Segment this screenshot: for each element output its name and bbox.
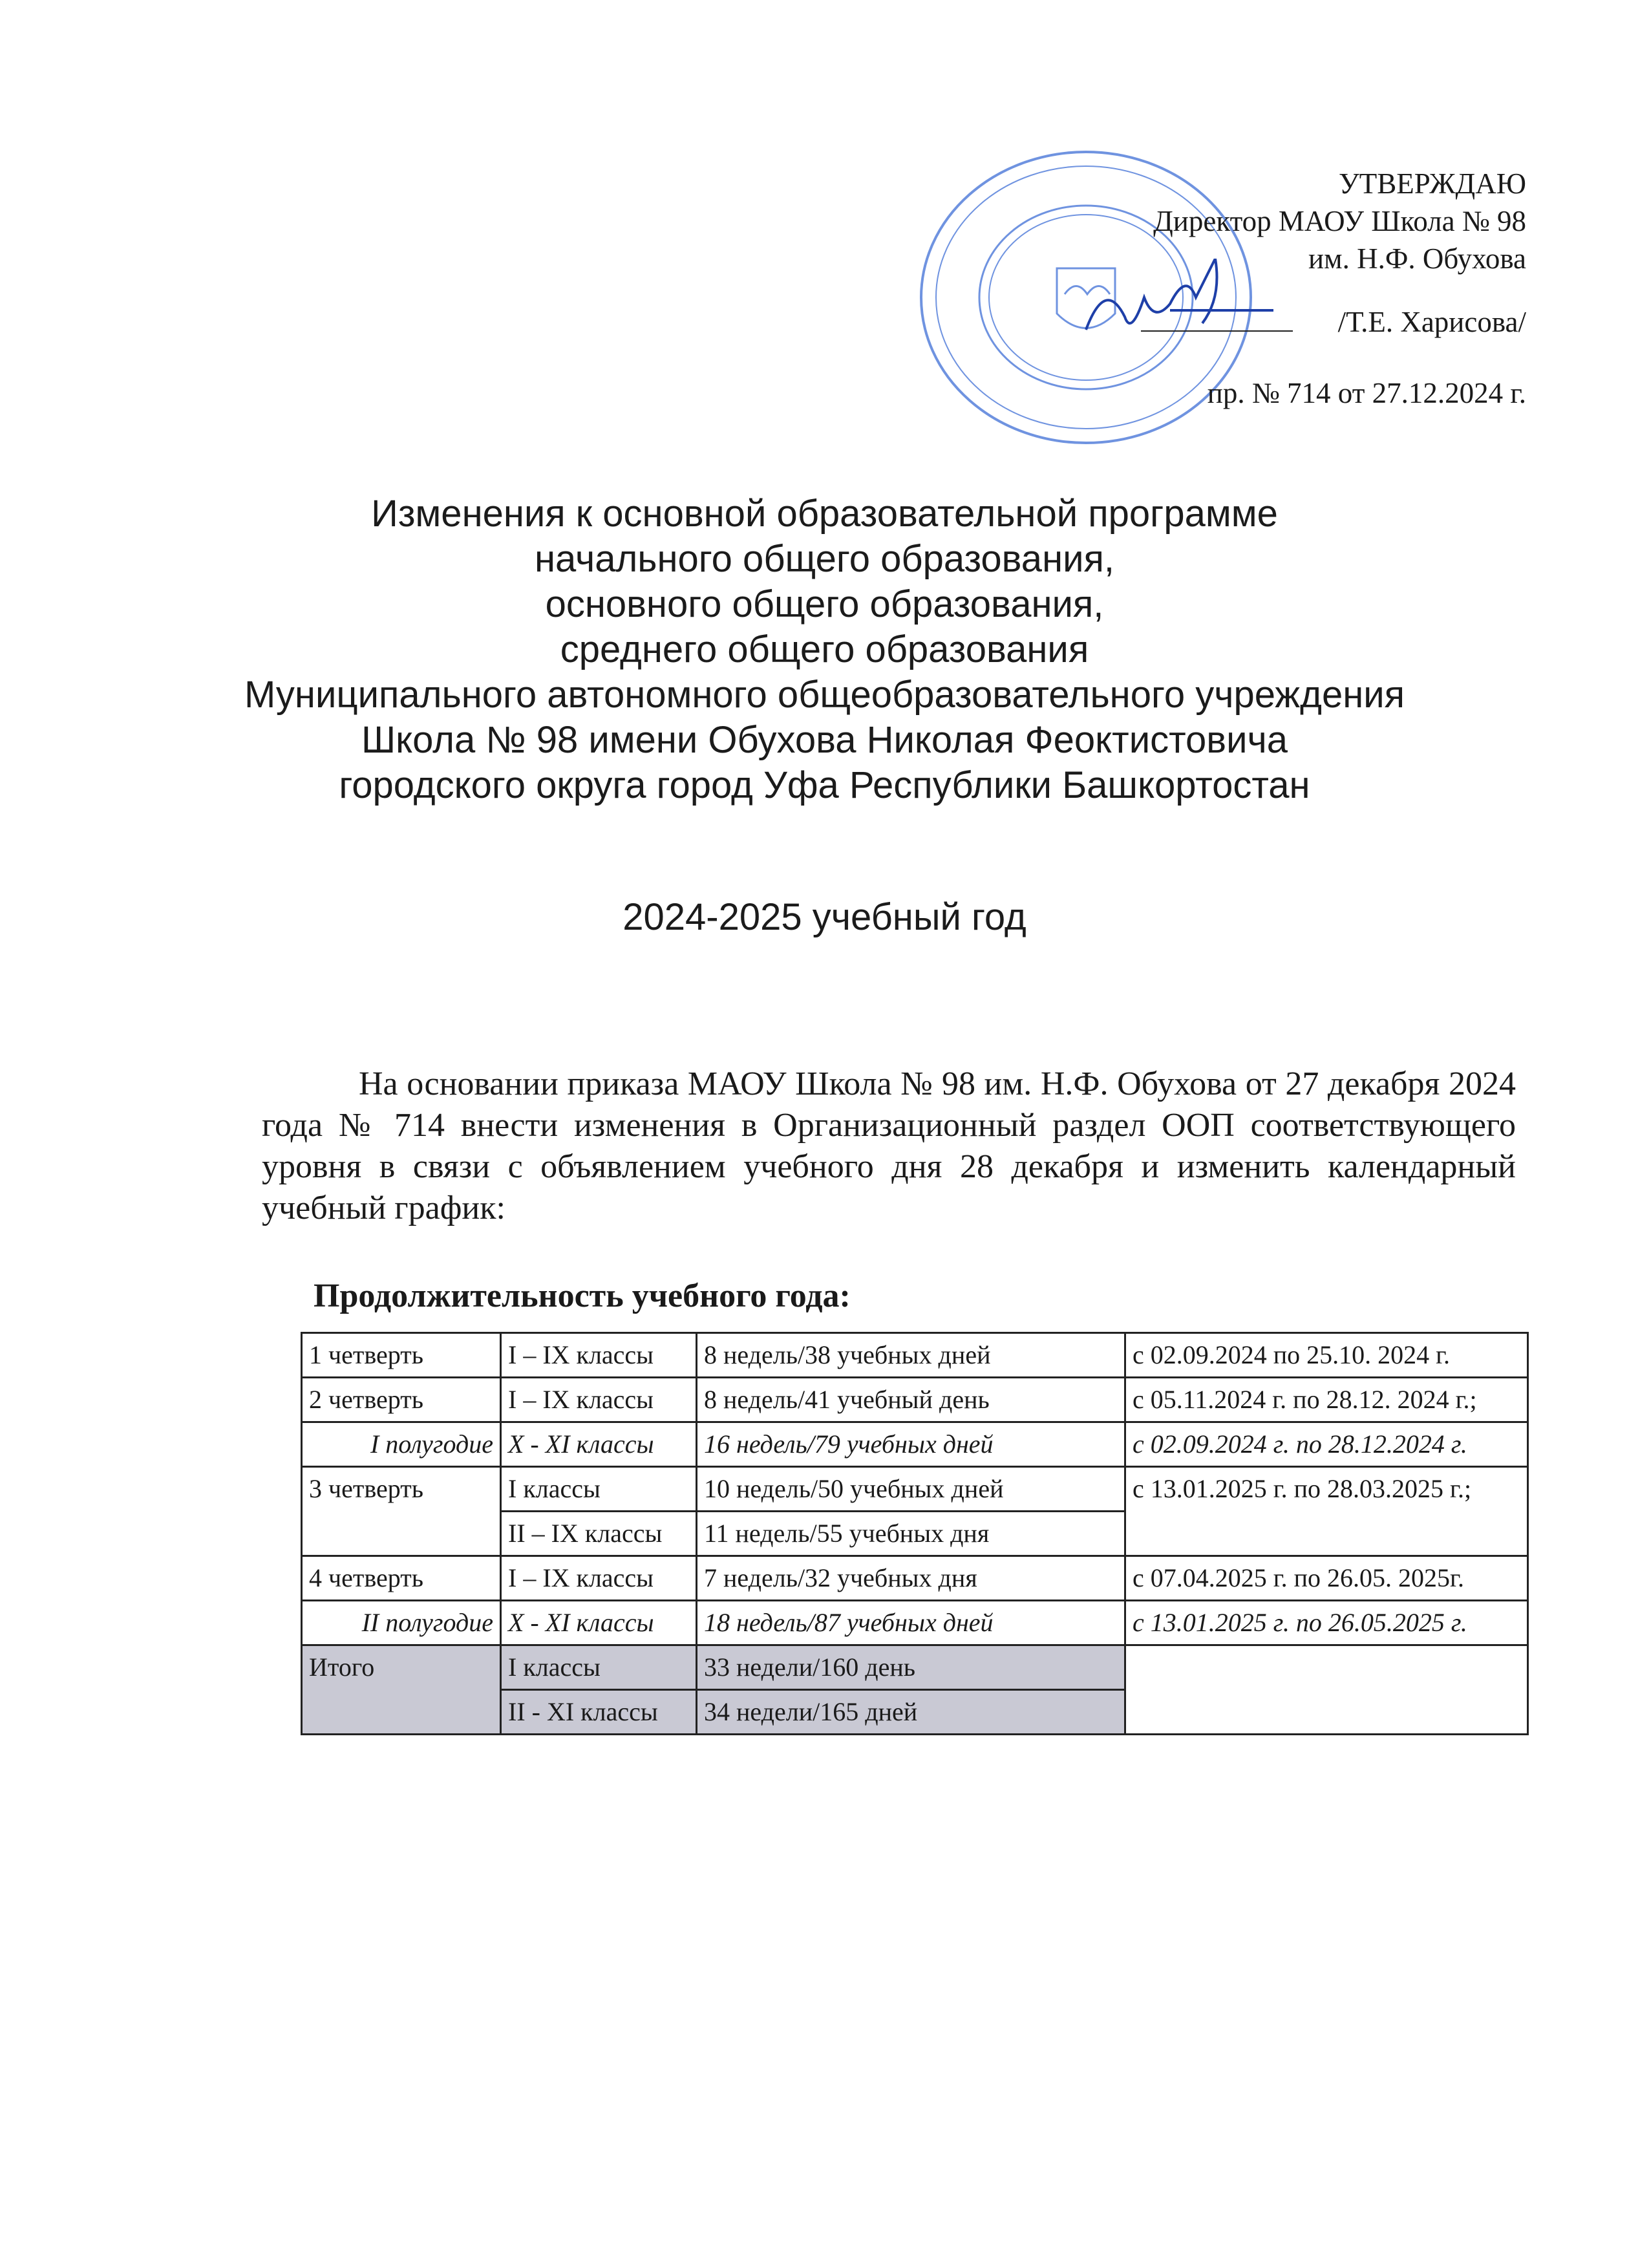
duration-cell: 16 недель/79 учебных дней	[697, 1422, 1125, 1467]
classes-cell: II – IX классы	[501, 1512, 697, 1556]
table-row	[302, 1556, 1528, 1601]
classes-cell: II - XI классы	[501, 1690, 697, 1735]
dates-cell: с 13.01.2025 г. по 26.05.2025 г.	[1125, 1601, 1528, 1645]
title-line: начального общего образования,	[534, 538, 1115, 580]
dates-cell	[1125, 1645, 1528, 1735]
duration-cell: 33 недели/160 день	[697, 1645, 1125, 1690]
title-line: Муниципального автономного общеобразовательного учреждения	[244, 674, 1405, 716]
dates-cell: с 05.11.2024 г. по 28.12. 2024 г.;	[1125, 1378, 1528, 1422]
document-title	[0, 491, 1649, 808]
dates-cell: с 02.09.2024 г. по 28.12.2024 г.	[1125, 1422, 1528, 1467]
academic-year: 2024-2025 учебный год	[622, 896, 1027, 938]
title-line: городского округа город Уфа Республики Башкортостан	[339, 764, 1310, 806]
duration-cell: 11 недель/55 учебных дня	[697, 1512, 1125, 1556]
period-cell: I полугодие	[302, 1422, 501, 1467]
duration-cell: 10 недель/50 учебных дней	[697, 1467, 1125, 1512]
classes-cell: X - XI классы	[501, 1601, 697, 1645]
dates-cell: с 02.09.2024 по 25.10. 2024 г.	[1125, 1333, 1528, 1378]
classes-cell: I – IX классы	[501, 1333, 697, 1378]
duration-cell: 7 недель/32 учебных дня	[697, 1556, 1125, 1601]
table-row	[302, 1601, 1528, 1645]
table-row	[302, 1467, 1528, 1512]
classes-cell: I классы	[501, 1467, 697, 1512]
title-line: Школа № 98 имени Обухова Николая Феоктистовича	[361, 719, 1288, 761]
title-line: среднего общего образования	[560, 628, 1089, 670]
table-row	[302, 1378, 1528, 1422]
duration-cell: 8 недель/38 учебных дней	[697, 1333, 1125, 1378]
table-row	[302, 1422, 1528, 1467]
approval-school-name: им. Н.Ф. Обухова	[1308, 242, 1526, 275]
duration-cell: 34 недели/165 дней	[697, 1690, 1125, 1735]
dates-cell: с 07.04.2025 г. по 26.05. 2025г.	[1125, 1556, 1528, 1601]
approval-heading: УТВЕРЖДАЮ	[1338, 167, 1526, 200]
duration-cell: 18 недель/87 учебных дней	[697, 1601, 1125, 1645]
period-cell: II полугодие	[302, 1601, 501, 1645]
period-cell: 4 четверть	[302, 1556, 501, 1601]
title-line: Изменения к основной образовательной программе	[371, 493, 1278, 535]
duration-cell: 8 недель/41 учебный день	[697, 1378, 1125, 1422]
period-cell: 3 четверть	[302, 1467, 501, 1556]
classes-cell: X - XI классы	[501, 1422, 697, 1467]
approval-signatory: /Т.Е. Харисова/	[1337, 306, 1526, 338]
table-row	[302, 1333, 1528, 1378]
signature-line	[1141, 311, 1293, 332]
title-line: основного общего образования,	[545, 583, 1104, 625]
approval-position: Директор МАОУ Школа № 98	[1153, 205, 1526, 237]
period-cell: 2 четверть	[302, 1378, 501, 1422]
section-heading: Продолжительность учебного года:	[314, 1278, 851, 1314]
schedule-table	[301, 1332, 1529, 1735]
dates-cell: с 13.01.2025 г. по 28.03.2025 г.;	[1125, 1467, 1528, 1556]
period-cell: Итого	[302, 1645, 501, 1735]
period-cell: 1 четверть	[302, 1333, 501, 1378]
classes-cell: I классы	[501, 1645, 697, 1690]
table-row	[302, 1645, 1528, 1690]
classes-cell: I – IX классы	[501, 1378, 697, 1422]
body-paragraph: На основании приказа МАОУ Школа № 98 им. Н.Ф. Обухова от 27 декабря 2024 года № 714 внести изменения в Организационный раздел ООП соответствующего уровня в связи с объявлением учебного дня 28 декабря и изменить календарный учебный график:	[262, 1065, 1516, 1226]
approval-order: пр. № 714 от 27.12.2024 г.	[1207, 377, 1526, 409]
approval-block	[1141, 165, 1526, 412]
classes-cell: I – IX классы	[501, 1556, 697, 1601]
